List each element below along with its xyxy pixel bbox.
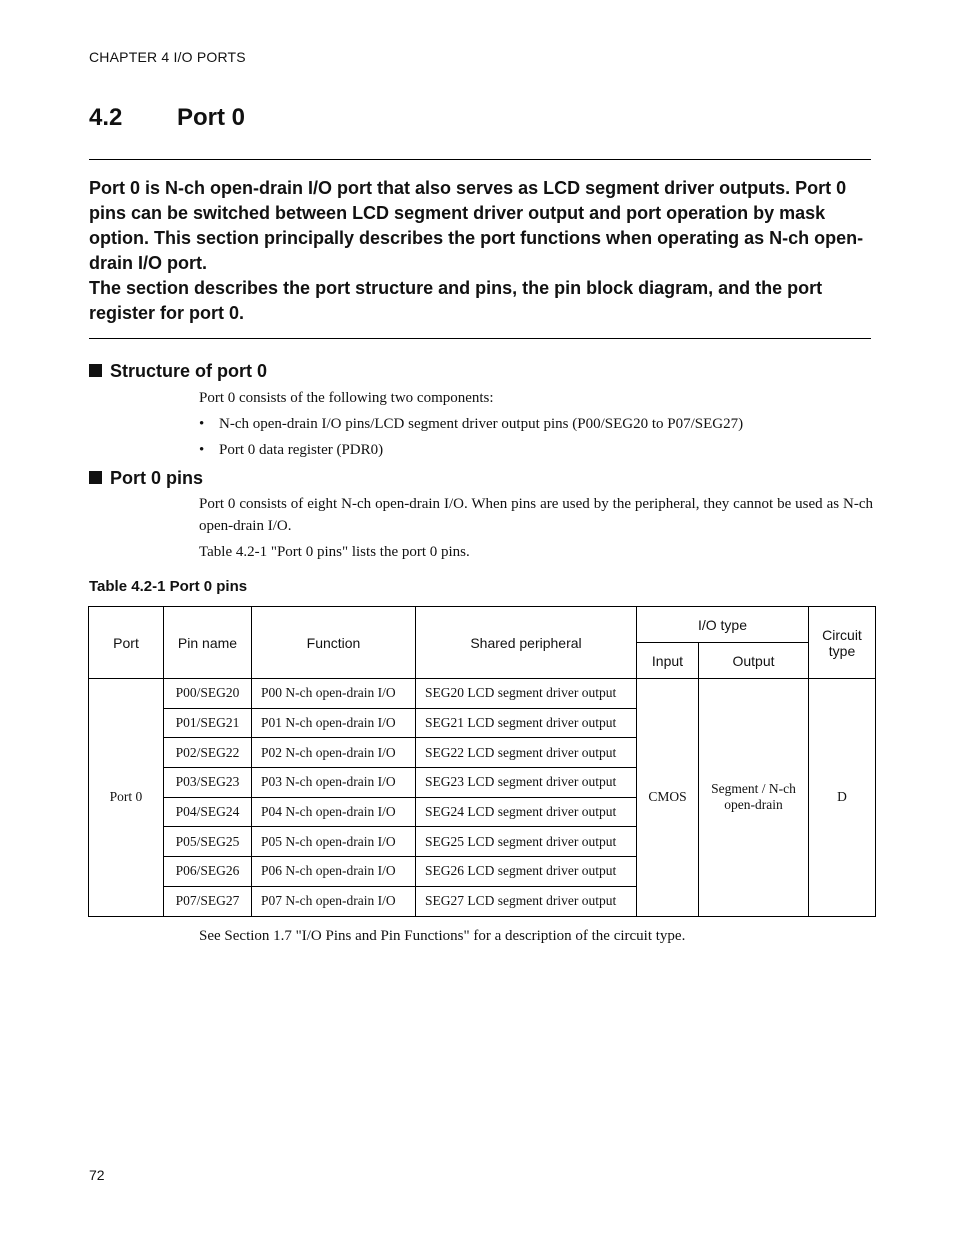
bullet-icon: • <box>199 416 205 432</box>
table-caption: Table 4.2-1 Port 0 pins <box>89 578 248 595</box>
summary-paragraph: Port 0 is N-ch open-drain I/O port that also serves as LCD segment driver outputs. Port 0 pins can be switched between LCD segment driver output and port operation by mask option. This section principally describes the port functions when operating as N-ch open-drain I/O port. <box>89 178 864 273</box>
summary-paragraph: The section describes the port structure and pins, the pin block diagram, and the port register for port 0. <box>89 278 823 323</box>
shared-peripheral-cell: SEG27 LCD segment driver output <box>416 886 637 916</box>
pin-name-cell: P00/SEG20 <box>164 679 252 709</box>
pin-name-cell: P02/SEG22 <box>164 738 252 768</box>
pin-name-cell: P04/SEG24 <box>164 797 252 827</box>
function-cell: P01 N-ch open-drain I/O <box>252 708 416 738</box>
structure-heading <box>89 361 267 382</box>
list-item-text: Port 0 data register (PDR0) <box>219 442 384 458</box>
table-footnote: See Section 1.7 "I/O Pins and Pin Functions" for a description of the circuit type. <box>199 928 686 944</box>
table-row <box>89 679 876 709</box>
pins-heading-text: Port 0 pins <box>110 468 204 488</box>
shared-peripheral-cell: SEG21 LCD segment driver output <box>416 708 637 738</box>
function-cell: P00 N-ch open-drain I/O <box>252 679 416 709</box>
running-header: CHAPTER 4 I/O PORTS <box>89 49 246 65</box>
structure-heading-text: Structure of port 0 <box>110 361 268 381</box>
header-input: Input <box>637 643 699 679</box>
section-number: 4.2 <box>89 104 123 131</box>
pin-name-cell: P05/SEG25 <box>164 827 252 857</box>
section-summary <box>89 176 873 326</box>
port-cell: Port 0 <box>89 679 164 917</box>
function-cell: P06 N-ch open-drain I/O <box>252 857 416 887</box>
shared-peripheral-cell: SEG22 LCD segment driver output <box>416 738 637 768</box>
pins-table <box>88 606 876 917</box>
pin-name-cell: P07/SEG27 <box>164 886 252 916</box>
shared-peripheral-cell: SEG23 LCD segment driver output <box>416 768 637 798</box>
header-shared-peripheral: Shared peripheral <box>416 607 637 679</box>
header-output: Output <box>699 643 809 679</box>
structure-intro: Port 0 consists of the following two components: <box>199 390 494 406</box>
bottom-divider <box>89 338 871 339</box>
pin-name-cell: P01/SEG21 <box>164 708 252 738</box>
function-cell: P02 N-ch open-drain I/O <box>252 738 416 768</box>
shared-peripheral-cell: SEG25 LCD segment driver output <box>416 827 637 857</box>
input-type-cell: CMOS <box>637 679 699 917</box>
section-name: Port 0 <box>177 104 246 131</box>
component-list <box>199 413 873 465</box>
shared-peripheral-cell: SEG24 LCD segment driver output <box>416 797 637 827</box>
top-divider <box>89 159 871 160</box>
function-cell: P04 N-ch open-drain I/O <box>252 797 416 827</box>
shared-peripheral-cell: SEG20 LCD segment driver output <box>416 679 637 709</box>
header-function: Function <box>252 607 416 679</box>
header-circuit-type: Circuit type <box>809 607 876 679</box>
shared-peripheral-cell: SEG26 LCD segment driver output <box>416 857 637 887</box>
list-item <box>199 439 873 461</box>
function-cell: P03 N-ch open-drain I/O <box>252 768 416 798</box>
function-cell: P05 N-ch open-drain I/O <box>252 827 416 857</box>
section-title <box>89 104 245 132</box>
pins-description: Port 0 consists of eight N-ch open-drain I/O. When pins are used by the peripheral, they cannot be used as N-ch open-drain I/O. <box>199 496 873 534</box>
table-reference: Table 4.2-1 "Port 0 pins" lists the port 0 pins. <box>199 544 470 560</box>
circuit-type-cell: D <box>809 679 876 917</box>
list-item <box>199 413 873 435</box>
output-type-cell: Segment / N-ch open-drain <box>699 679 809 917</box>
pin-name-cell: P03/SEG23 <box>164 768 252 798</box>
list-item-text: N-ch open-drain I/O pins/LCD segment driver output pins (P00/SEG20 to P07/SEG27) <box>219 416 744 432</box>
header-port: Port <box>89 607 164 679</box>
header-io-type: I/O type <box>637 607 809 643</box>
square-bullet-icon <box>89 471 102 484</box>
function-cell: P07 N-ch open-drain I/O <box>252 886 416 916</box>
pin-name-cell: P06/SEG26 <box>164 857 252 887</box>
bullet-icon: • <box>199 442 205 458</box>
header-pin-name: Pin name <box>164 607 252 679</box>
pins-heading <box>89 468 203 489</box>
square-bullet-icon <box>89 364 102 377</box>
page-number: 72 <box>89 1167 105 1183</box>
